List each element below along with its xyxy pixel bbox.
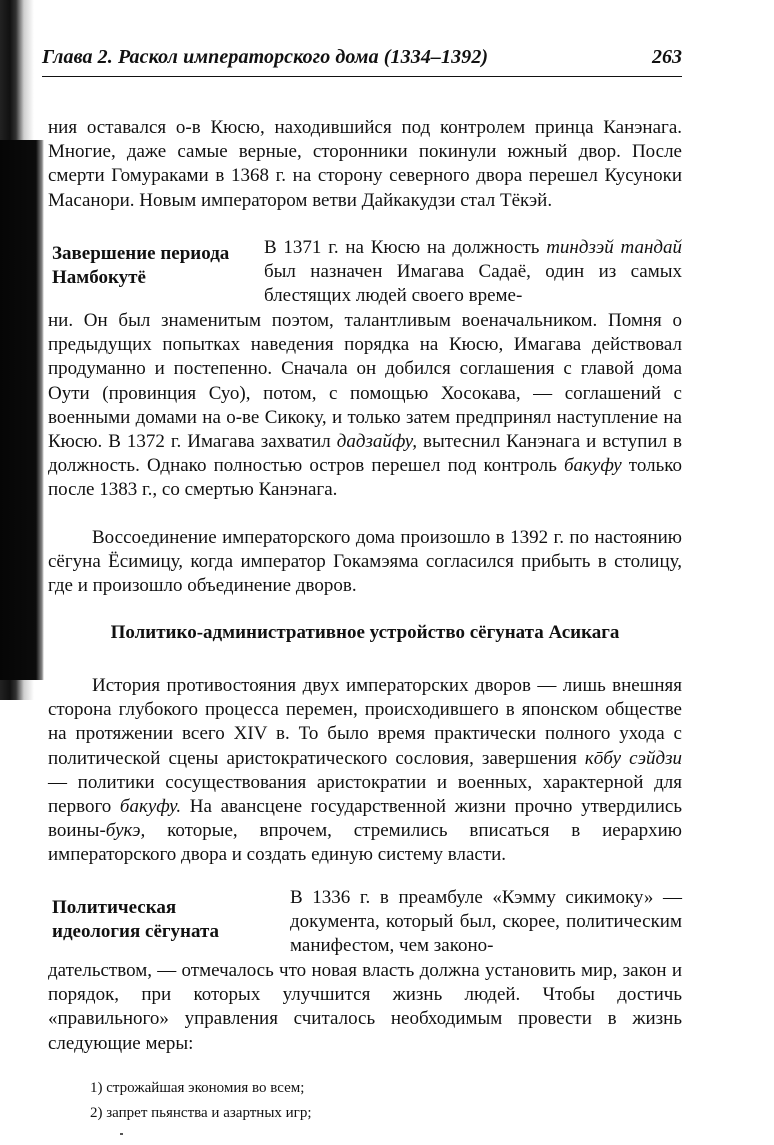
side-heading-nambokucho: Завершение периода Намбокутё <box>52 243 230 288</box>
paragraph-3: Воссоединение императорского дома произошло в 1392 г. по настоянию сёгуна Ёсимицу, когда император Гокамэяма согласился прибыть в столицу, где и произошло объединение дворов. <box>48 527 682 597</box>
paragraph-1: ния оставался о-в Кюсю, находившийся под контролем принца Канэнага. Многие, даже самые верные, сторонники покинули южный двор. После смерти Гомураками в 1368 г. на сторону северного двора перешел Кусуноки Масанори. Новым императором ветви Дайкакудзи стал Тёкэй. <box>48 117 682 211</box>
paragraph-2-side-text: В 1371 г. на Кюсю на должность тиндзэй тандай был назначен Имагава Садаё, один из самых блестящих людей своего време- <box>264 237 682 307</box>
side-heading-ideology: Политическая идеология сёгуната <box>52 897 220 942</box>
page-number: 263 <box>652 46 682 68</box>
paragraph-2: ни. Он был знаменитым поэтом, талантливым военачальником. Помня о предыдущих попытках наведения порядка на Кюсю, Имагава действовал продуманно и постепенно. Сначала он добился соглашения с главой дома Оути (провинция Суо), потом, с помощью Хосокава, — соглашений с военными домами на о-ве Сикоку, и только затем предпринял наступление на Кюсю. В 1372 г. Имагава захватил дадзайфу, вытеснил Канэнага и вступил в должность. Однако полностью остров перешел под контроль бакуфу только после 1383 г., со смертью Канэнага. <box>48 310 682 501</box>
paragraph-5: дательством, — отмечалось что новая власть должна установить мир, закон и порядок, при которых улучшится жизнь людей. Чтобы достичь «правильного» управления считалось необходимым провести в жизнь следующие меры: <box>48 960 682 1054</box>
list-item: 2) запрет пьянства и азартных игр; <box>90 1105 312 1121</box>
section-heading: Политико-административное устройство сёгуната Асикага <box>110 622 620 643</box>
running-header <box>42 46 682 77</box>
chapter-title: Глава 2. Раскол императорского дома (1334–1392) <box>42 46 489 68</box>
book-binding-shadow <box>0 140 44 680</box>
paragraph-4: История противостояния двух императорских дворов — лишь внешняя сторона глубокого процесса перемен, происходившего в японском обществе на протяжении всего XIV в. То было время практически полного ухода с политической сцены аристократического сословия, завершения кōбу сэйдзи — политики сосуществования аристократии и военных, характерной для первого бакуфу. На авансцене государственной жизни прочно утвердились воины-букэ, которые, впрочем, стремились вписаться в иерархию императорского двора и создать единую систему власти. <box>48 675 683 866</box>
paragraph-5-side-text: В 1336 г. в преамбуле «Кэмму сикимоку» — документа, который был, скорее, политическим манифестом, чем законо- <box>290 887 682 957</box>
measures-list <box>90 1076 650 1126</box>
list-item: 1) строжайшая экономия во всем; <box>90 1080 305 1096</box>
print-speck <box>120 1133 123 1135</box>
